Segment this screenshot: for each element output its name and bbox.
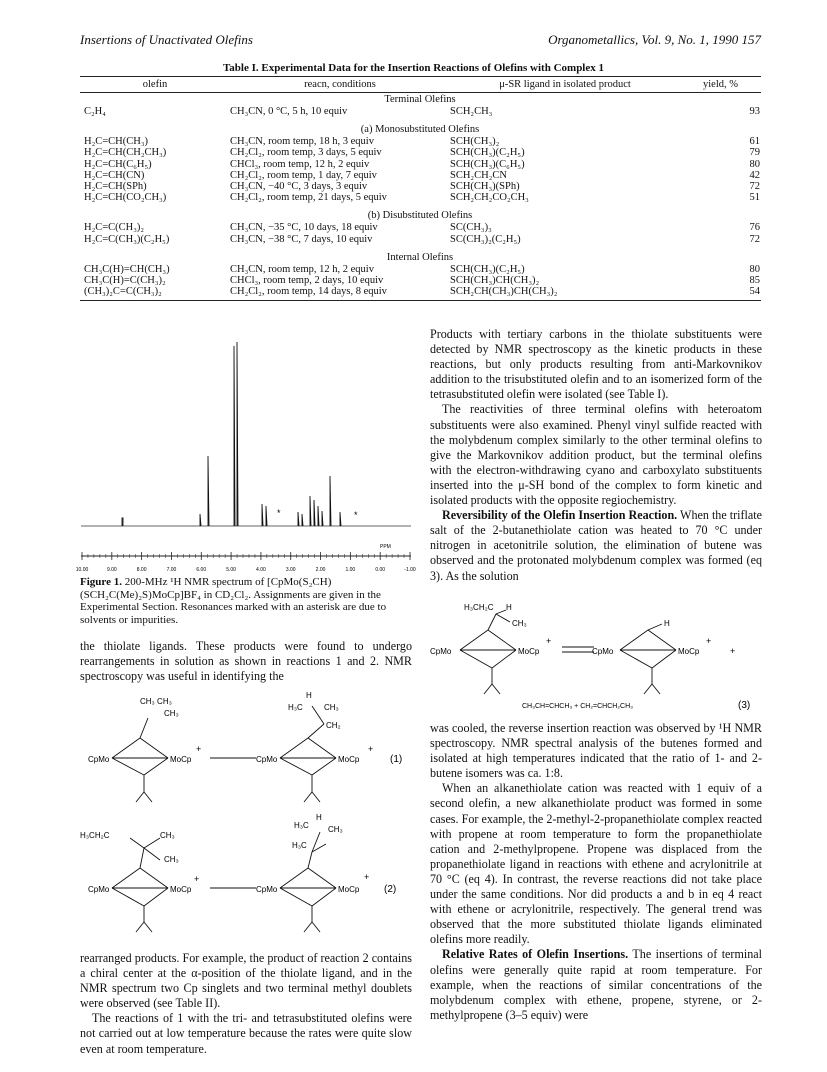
spectrum-tick-label: 4.00: [256, 567, 266, 573]
r2-left-plus: +: [194, 874, 200, 884]
col-header-ligand: μ-SR ligand in isolated product: [499, 79, 631, 90]
peak-me-7: [330, 476, 331, 526]
spectrum-tick-label: 1.00: [345, 567, 356, 573]
spectrum-tick-label: 8.00: [136, 567, 147, 573]
cell-yield: 80: [749, 263, 760, 275]
cell-conditions: CHCl₃, room temp, 12 h, 2 equiv: [230, 158, 370, 170]
r1-left-plus: +: [196, 744, 202, 754]
r3-far-plus: +: [730, 646, 736, 656]
reaction-3-scheme: [430, 600, 762, 714]
table-row: [80, 192, 761, 203]
cell-ligand: SCH(CH₃)(C₆H₅): [450, 158, 525, 170]
cell-ligand: SCH₂CH₃: [450, 106, 493, 117]
cell-conditions: CH₃CN, 0 °C, 5 h, 10 equiv: [230, 106, 348, 117]
r2-right-h3c: H₃C: [294, 821, 309, 830]
peak-me-4: [314, 500, 315, 526]
eq1-label: (1): [390, 754, 403, 765]
cell-olefin: H₂C=CH(CN): [84, 169, 145, 181]
peak-me-3: [310, 496, 311, 526]
r1-right-ch3: CH₃: [324, 703, 339, 712]
cell-conditions: CH₃CN, room temp, 18 h, 3 equiv: [230, 136, 374, 148]
left-paragraph-1: [80, 639, 412, 684]
ppm-label: PPM: [380, 544, 391, 550]
peak-me-5: [318, 506, 319, 526]
figure-1-text: 200-MHz ¹H NMR spectrum of [CpMo(S₂CH)(SCH₂C(Me)₂S)MoCp]BF₄ in CD₂Cl₂. Assignments are given in the Experimental Section. Resonances marked with an asterisk are due to solvents or impurities.: [80, 576, 387, 626]
peak-ch2-1: [262, 504, 263, 526]
right-text-p1: Products with tertiary carbons in the thiolate substituents were detected by NMR spectroscopy as the kinetic products in these reactions, but only products resulting from anti-Markovnikov addition to the trisubstituted olefin and to an isomerized form of the tetrasubstituted olefin were isolated (see Table I).: [430, 327, 762, 402]
table-row: [80, 159, 761, 170]
cell-conditions: CH₂Cl₂, room temp, 3 days, 5 equiv: [230, 147, 382, 159]
table-row: [80, 275, 761, 286]
section-heading-reversibility: Reversibility of the Olefin Insertion Reaction.: [442, 508, 678, 523]
cell-ligand: SCH(CH₃)(C₂H₅): [450, 147, 525, 159]
cell-yield: 54: [749, 286, 760, 298]
peak-cp-2: [234, 346, 235, 526]
cell-conditions: CH₃CN, −35 °C, 10 days, 18 equiv: [230, 222, 378, 234]
reaction-1-scheme: [80, 690, 420, 818]
r2-left-h3ch2c: H₃CH₂C: [80, 831, 110, 840]
cell-conditions: CH₂Cl₂, room temp, 14 days, 8 equiv: [230, 286, 387, 298]
r3-left-cpmo: CpMo: [430, 647, 452, 656]
r3-right-mocp: MoCp: [678, 647, 700, 656]
cell-olefin: CH₃C(H)=CH(CH₃): [84, 263, 170, 275]
cell-yield: 76: [749, 222, 760, 234]
r3-equilibrium-arrows: [562, 647, 594, 652]
r3-right-h: H: [664, 619, 670, 628]
r2-left-cpmo: CpMo: [88, 885, 110, 894]
peak-cd2cl2: [200, 514, 201, 526]
r3-left-plus: +: [546, 636, 552, 646]
spectrum-trace: [122, 342, 341, 526]
table-title: Table I. Experimental Data for the Insertion Reactions of Olefins with Complex 1: [222, 62, 604, 74]
cell-yield: 80: [749, 158, 760, 170]
cell-conditions: CH₃CN, −38 °C, 7 days, 10 equiv: [230, 233, 373, 245]
r3-right-plus: +: [706, 636, 712, 646]
r1-right-cpmo: CpMo: [256, 755, 278, 764]
spectrum-tick-label: 0.00: [375, 567, 386, 573]
spectrum-tick-label: 5.00: [226, 567, 236, 573]
table-row: [80, 181, 761, 192]
cell-yield: 79: [749, 147, 760, 159]
r1-left-ch3-label: CH₃: [164, 709, 179, 718]
table-bottom-rule: [80, 300, 761, 301]
peak-me-8: [340, 512, 341, 526]
asterisk-2: *: [354, 510, 358, 520]
r1-right-mocp: MoCp: [338, 755, 360, 764]
spectrum-tick-label: 10.00: [75, 567, 89, 573]
peak-cp-1: [122, 518, 123, 526]
reaction-2-scheme: [80, 813, 420, 950]
r3-right-structure: [620, 624, 676, 694]
r2-left-ch3b: CH₃: [164, 855, 179, 864]
r2-right-mocp: MoCp: [338, 885, 360, 894]
cell-olefin: H₂C=CH(CO₂CH₃): [84, 192, 167, 204]
cell-ligand: SCH(CH₃)CH(CH₃)₂: [450, 274, 540, 286]
table-row: [80, 234, 761, 245]
cell-ligand: SCH(CH₃)(SPh): [450, 180, 520, 192]
table-row: [80, 286, 761, 297]
spectrum-tick-label: -1.00: [404, 567, 416, 573]
running-header-journal: Organometallics, Vol. 9, No. 1, 1990 157: [548, 32, 761, 47]
r3-left-h3ch2c: H₃CH₂C: [464, 603, 494, 612]
table-row: [80, 264, 761, 275]
left-text-p3: The reactions of 1 with the tri- and tetrasubstituted olefins were not carried out at low temperature because the rates were quite slow even at room temperature.: [80, 1011, 412, 1056]
peak-me-1: [298, 512, 299, 526]
right-column-bottom: [430, 721, 762, 1023]
r2-right-cpmo: CpMo: [256, 885, 278, 894]
cell-olefin: H₂C=CH(SPh): [84, 180, 147, 192]
table-row: [80, 170, 761, 181]
col-header-yield: yield, %: [703, 79, 738, 90]
cell-yield: 51: [749, 192, 760, 204]
r2-right-ch3: CH₃: [328, 825, 343, 834]
cell-ligand: SC(CH₃)₃: [450, 222, 492, 234]
cell-olefin: H₂C=CH(C₆H₅): [84, 158, 152, 170]
table-group-title: (a) Monosubstituted Olefins: [360, 124, 480, 136]
table-row: [80, 106, 761, 117]
r2-left-mocp: MoCp: [170, 885, 192, 894]
r1-right-ch2: CH₂: [326, 721, 341, 730]
spectrum-tick-label: 6.00: [196, 567, 207, 573]
peak-cp-3: [237, 342, 238, 526]
section-heading-relative-rates: Relative Rates of Olefin Insertions.: [442, 947, 629, 962]
table-group-title: Terminal Olefins: [384, 94, 456, 105]
peak-s2ch: [208, 456, 209, 526]
spectrum-tick-label: 7.00: [166, 567, 177, 573]
eq2-label: (2): [384, 884, 397, 895]
cell-ligand: SCH₂CH₂CO₂CH₃: [450, 192, 529, 204]
r3-left-mocp: MoCp: [518, 647, 540, 656]
right-column-top: [430, 327, 762, 584]
r3-products: CH₃CH=CHCH₃ + CH₂=CHCH₂CH₃: [522, 703, 634, 710]
cell-olefin: C₂H₄: [84, 106, 106, 117]
r2-right-plus: +: [364, 872, 370, 882]
spectrum-tick-label: 3.00: [285, 567, 296, 573]
r1-right-h3c: H₃C: [288, 703, 303, 712]
r1-left-cpmo: CpMo: [88, 755, 110, 764]
right-text-p4: was cooled, the reverse insertion reaction was observed by ¹H NMR spectroscopy. NMR spectral analysis of the butenes formed and isolated at high temperatures indicated that the ratio of 1- and 2-butene isomers was ca. 1:8.: [430, 721, 762, 781]
right-text-p5: When an alkanethiolate cation was reacted with 1 equiv of a second olefin, a new alkanethiolate product was formed in some cases. For example, the 2-methyl-2-propanethiolate complex reacted with propene at room temperature to form the propanethiolate cation and 2-methylpropene. Propene was displaced from the propanethiolate ligand in reactions with ethene and acrylonitrile at 70 °C (eq 4). In contrast, the reverse reactions did not take place under the same conditions. Nor did products a and b in eq 4 react with ethene or acrylonitrile, respectively. The general trend was observed that the more substituted thiolate ligands eliminated olefins more readily.: [430, 781, 762, 947]
table-row: [80, 136, 761, 147]
cell-conditions: CH₂Cl₂, room temp, 1 day, 7 equiv: [230, 169, 377, 181]
r3-left-ch3: CH₃: [512, 619, 527, 628]
cell-ligand: SCH(CH₃)(C₂H₅): [450, 263, 525, 275]
nmr-spectrum: [75, 336, 416, 576]
col-header-conditions: reacn, conditions: [304, 79, 376, 90]
r2-right-h-top: H: [316, 813, 322, 822]
cell-conditions: CH₃CN, −40 °C, 3 days, 3 equiv: [230, 180, 368, 192]
running-header-title: Insertions of Unactivated Olefins: [80, 32, 253, 47]
table-group-title: (b) Disubstituted Olefins: [367, 210, 473, 222]
cell-yield: 72: [749, 233, 760, 245]
figure-1-caption: [80, 576, 412, 626]
spectrum-tick-label: 2.00: [315, 567, 326, 573]
spectrum-ticks: [76, 552, 416, 573]
r3-left-structure: [460, 610, 516, 694]
cell-ligand: SCH(CH₃)₂: [450, 136, 500, 148]
r3-right-cpmo: CpMo: [592, 647, 614, 656]
spectrum-tick-label: 9.00: [106, 567, 117, 573]
col-header-olefin: olefin: [142, 79, 168, 90]
peak-me-2: [302, 514, 303, 526]
cell-conditions: CHCl₃, room temp, 2 days, 10 equiv: [230, 274, 384, 286]
cell-yield: 85: [749, 274, 760, 286]
cell-conditions: CH₃CN, room temp, 12 h, 2 equiv: [230, 263, 374, 275]
cell-yield: 72: [749, 180, 760, 192]
cell-yield: 93: [749, 106, 760, 117]
table-header-row: [80, 77, 761, 92]
left-paragraph-2: [80, 951, 412, 1057]
cell-yield: 61: [749, 136, 760, 148]
peak-me-6: [322, 511, 323, 526]
cell-olefin: H₂C=C(CH₃)(C₂H₅): [84, 233, 170, 245]
cell-olefin: H₂C=CH(CH₂CH₃): [84, 147, 167, 159]
r1-right-h-top: H: [306, 691, 312, 700]
r1-left-top-label: CH₃ CH₃: [140, 697, 172, 706]
right-text-p2: The reactivities of three terminal olefins with heteroatom substituents were also examined. Phenyl vinyl sulfide reacted with the molybdenum complex similarly to the other terminal olefins to give the Markovnikov addition product, but the terminal olefins with the electron-withdrawing cyano and carboxylato substituents inserted into the μ-SH bond of the complex to form kinetic and isolated products with the opposite regiochemistry.: [430, 402, 762, 508]
cell-ligand: SCH₂CH(CH₃)CH(CH₃)₂: [450, 286, 558, 298]
cell-ligand: SC(CH₃)₂(C₂H₅): [450, 233, 521, 245]
right-text-p6: The insertions of terminal olefins were generally quite rapid at room temperature. For example, when the reactions of similar concentrations of the molybdenum complex with ethene, propene, styrene, or 2-methylpropene (3–5 equiv) were: [430, 947, 762, 1022]
cell-yield: 42: [749, 169, 760, 181]
r2-left-structure: [112, 838, 168, 932]
r2-left-ch3a: CH₃: [160, 831, 175, 840]
r1-right-plus: +: [368, 744, 374, 754]
table-body: [80, 93, 761, 297]
left-text-p1: the thiolate ligands. These products were found to undergo rearrangements in solution as shown in reactions 1 and 2. NMR spectroscopy was useful in identifying the: [80, 639, 412, 684]
cell-ligand: SCH₂CH₂CN: [450, 169, 507, 181]
r1-left-mocp: MoCp: [170, 755, 192, 764]
right-text-p3: When the triflate salt of the 2-butanethiolate cation was heated to 70 °C under nitrogen in acetonitrile solution, the elimination of butene was observed and the protonated molybdenum complex was formed (eq 3). As the solution: [430, 508, 762, 583]
cell-olefin: CH₃C(H)=C(CH₃)₂: [84, 274, 166, 286]
cell-conditions: CH₂Cl₂, room temp, 21 days, 5 equiv: [230, 192, 387, 204]
cell-olefin: H₂C=C(CH₃)₂: [84, 222, 145, 234]
r2-right-structure: [280, 832, 336, 932]
table-1: [80, 76, 761, 301]
r1-left-structure: [112, 718, 168, 802]
r3-left-h: H: [506, 603, 512, 612]
asterisk-1: *: [277, 508, 281, 518]
table-row: [80, 147, 761, 158]
peak-ch2-2: [266, 506, 267, 526]
r2-right-h3c2: H₃C: [292, 841, 307, 850]
figure-1-label: Figure 1.: [80, 576, 122, 588]
cell-olefin: H₂C=CH(CH₃): [84, 136, 148, 148]
table-group-title: Internal Olefins: [386, 251, 454, 263]
table-row: [80, 222, 761, 233]
cell-olefin: (CH₃)₂C=C(CH₃)₂: [84, 286, 162, 298]
eq3-label: (3): [738, 700, 751, 711]
left-text-p2: rearranged products. For example, the product of reaction 2 contains a chiral center at the α-position of the thiolate ligand, and in the NMR spectrum two Cp singlets and two terminal methyl doublets were observed (see Table II).: [80, 951, 412, 1011]
